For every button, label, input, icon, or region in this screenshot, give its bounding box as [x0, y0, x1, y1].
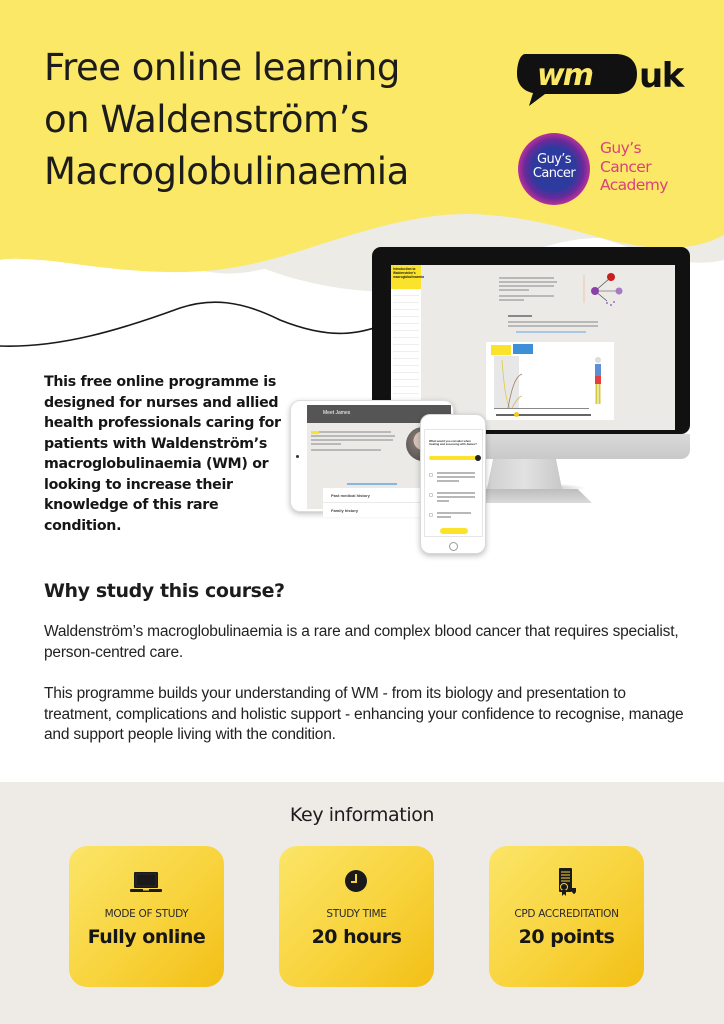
intro-text: This free online programme is designed for nurses and allied health professionals caring for patients with Waldenström’s macroglobulinaemia (WM) or looking to increase their knowledge of this rare condition.: [44, 374, 281, 534]
card-value: Fully online: [87, 926, 206, 948]
tablet-card-family-history: Family history: [323, 503, 421, 517]
title-line-1: Free online learning: [44, 46, 400, 89]
title-line-2: on Waldenström’s: [44, 98, 369, 141]
page-title: [44, 42, 409, 198]
key-information-heading: Key information: [289, 804, 435, 826]
card-value: 20 hours: [311, 926, 402, 948]
guys-cancer-academy-text: Guy’s Cancer Academy: [600, 139, 668, 194]
phone-course-screenshot: [424, 429, 483, 537]
tablet-home-button: [296, 455, 299, 458]
phone-submit-button: [440, 528, 468, 534]
phone-mockup: [420, 414, 486, 554]
certificate-icon: [547, 866, 585, 898]
why-study-heading: Why study this course?: [44, 580, 285, 602]
desktop-stand: [487, 459, 562, 489]
title-line-3: Macroglobulinaemia: [44, 150, 409, 193]
card-label: STUDY TIME: [326, 908, 387, 920]
svg-text:uk: uk: [639, 56, 683, 96]
phone-home-button: [449, 542, 458, 551]
card-value: 20 points: [518, 926, 615, 948]
tablet-card-past-medical-history: Past medical history: [323, 488, 421, 502]
card-study-time: [279, 846, 434, 987]
clock-icon: [337, 866, 375, 898]
cell-diagram-icon: [581, 271, 626, 309]
laptop-icon: [127, 866, 165, 898]
key-information-section: [0, 782, 724, 1024]
wmuk-logo: [515, 48, 690, 110]
interactive-chart: [486, 342, 614, 420]
card-mode-of-study: [69, 846, 224, 987]
guys-cancer-circle-text: Guy’s Cancer: [532, 152, 576, 181]
guys-cancer-circle-icon: [518, 133, 590, 205]
desktop-stand-base: [472, 489, 592, 503]
why-paragraph-2: This programme builds your understanding of WM - from its biology and presentation to treatment, complications and holistic support - enhancing your confidence to recognise, manage and support people living with the condition.: [44, 685, 684, 743]
card-label: CPD ACCREDITATION: [514, 908, 619, 920]
guys-cancer-academy-logo: [518, 133, 693, 208]
wmuk-speech-bubble-icon: [515, 48, 690, 110]
card-cpd-accreditation: [489, 846, 644, 987]
card-label: MODE OF STUDY: [104, 908, 189, 920]
skeleton-diagram-icon: [593, 356, 603, 408]
phone-question: What would you consider when treating and assessing with James?: [429, 439, 477, 447]
svg-text:wm: wm: [537, 58, 592, 93]
course-sidebar-title: Introduction to Waldenström’s macroglobulinaemia: [391, 265, 421, 289]
tablet-header: Meet James: [307, 405, 451, 423]
why-paragraph-1: Waldenström’s macroglobulinaemia is a rare and complex blood cancer that requires specialist, person-centred care.: [44, 623, 679, 661]
